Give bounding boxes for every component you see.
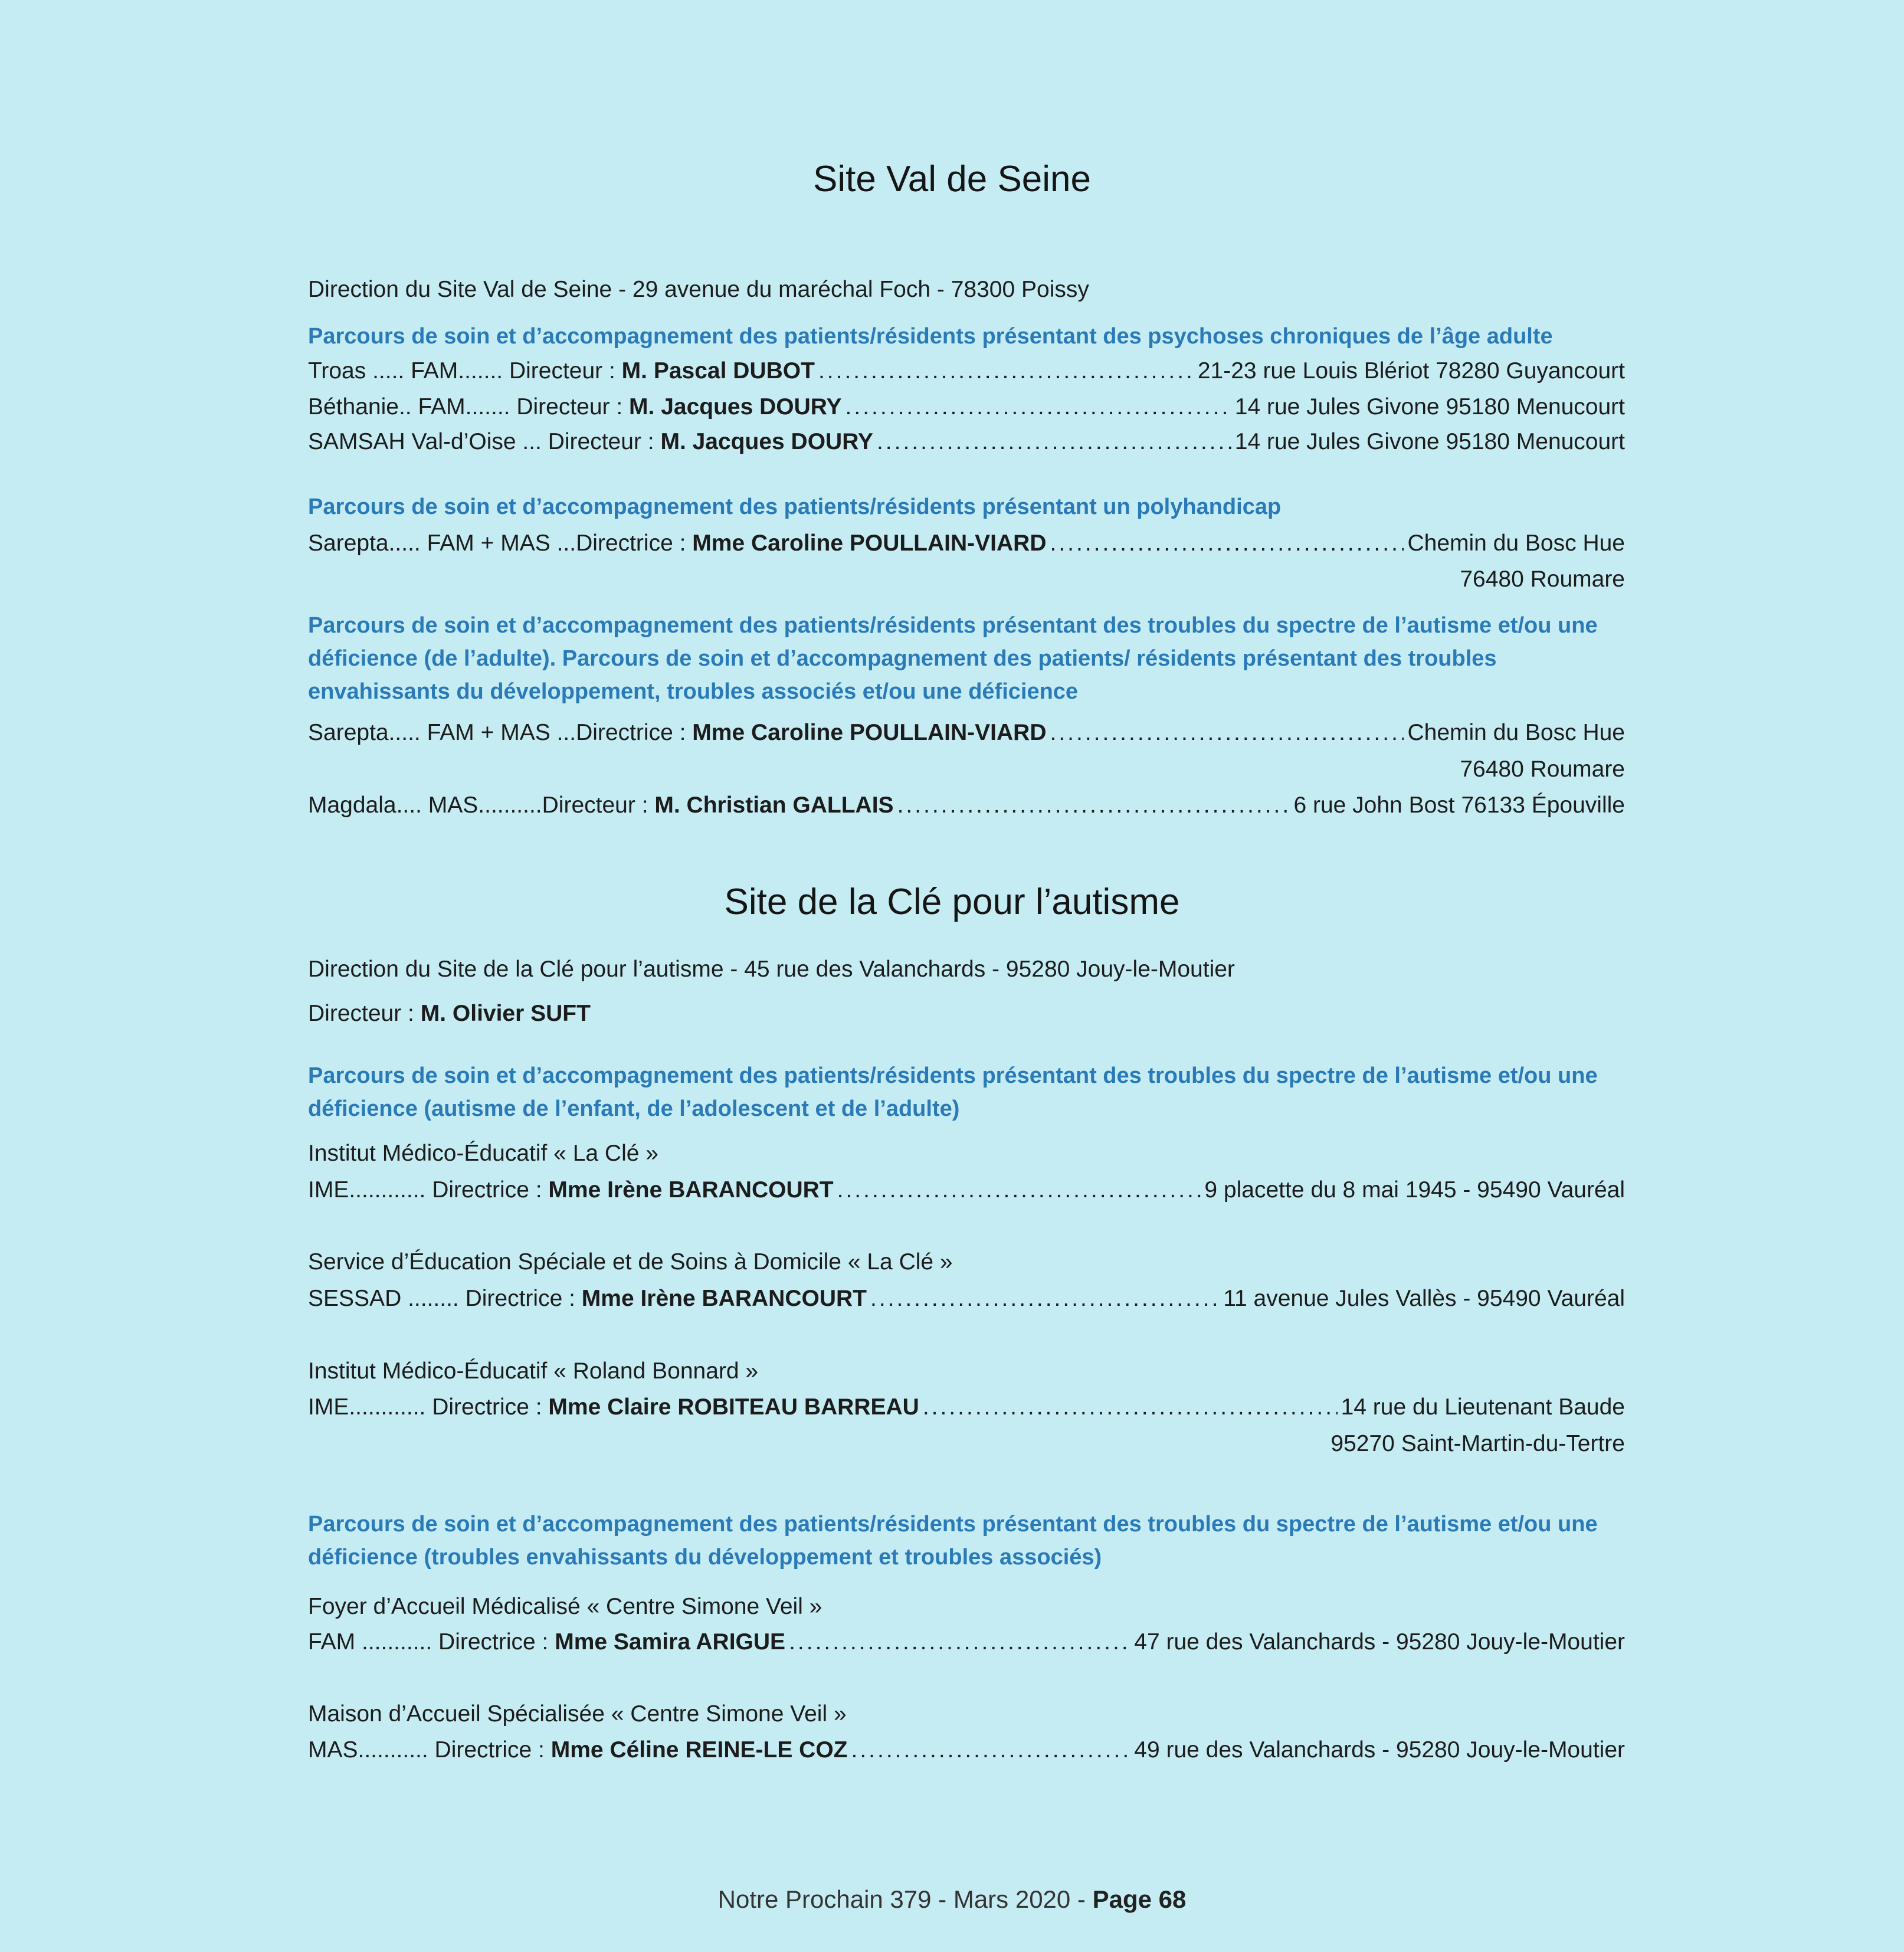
- address-continued: 76480 Roumare: [1460, 756, 1625, 782]
- leader-dots: [818, 354, 1194, 388]
- director-name: Mme Irène BARANCOURT: [548, 1177, 834, 1203]
- entry-row: Troas ..... FAM....... Directeur : M. Pascal DUBOT ..... 21-23 rue Louis Blériot 78280 Guyancourt: [308, 354, 1625, 388]
- leader-dots: [1050, 526, 1404, 561]
- director-name: M. Olivier SUFT: [420, 1001, 591, 1026]
- director-name: Mme Samira ARIGUE: [555, 1629, 786, 1655]
- page-number: Page 68: [1092, 1885, 1187, 1913]
- address: 9 placette du 8 mai 1945 - 95490 Vauréal: [1204, 1177, 1625, 1203]
- entry-row: IME............ Directrice : Mme Claire ROBITEAU BARREAU ..... 14 rue du Lieutenant Baude: [308, 1390, 1625, 1424]
- leader-dots: [877, 425, 1231, 459]
- establishment-title: Maison d’Accueil Spécialisée « Centre Simone Veil »: [308, 1701, 847, 1727]
- address: 14 rue Jules Givone 95180 Menucourt: [1234, 394, 1625, 420]
- entry-row: SESSAD ........ Directrice : Mme Irène BARANCOURT ..... 11 avenue Jules Vallès - 95490 Vauréal: [308, 1282, 1625, 1316]
- section-title: Site de la Clé pour l’autisme: [724, 882, 1180, 922]
- entry-row: Sarepta..... FAM + MAS ...Directrice : Mme Caroline POULLAIN-VIARD ..... Chemin du Bosc Hue: [308, 526, 1625, 561]
- address: 6 rue John Bost 76133 Épouville: [1293, 792, 1625, 818]
- address: Chemin du Bosc Hue: [1407, 720, 1625, 745]
- director-name: Mme Irène BARANCOURT: [581, 1286, 867, 1311]
- address: 11 avenue Jules Vallès - 95490 Vauréal: [1223, 1286, 1625, 1311]
- director-name: M. Jacques DOURY: [660, 429, 873, 454]
- director-name: Mme Céline REINE-LE COZ: [550, 1737, 848, 1763]
- director-name: Mme Claire ROBITEAU BARREAU: [548, 1394, 919, 1420]
- leader-dots: [846, 390, 1231, 424]
- address: Chemin du Bosc Hue: [1407, 530, 1625, 556]
- direction-line: Direction du Site Val de Seine - 29 avenue du maréchal Foch - 78300 Poissy: [308, 277, 1089, 302]
- page-footer: [0, 1885, 1904, 1914]
- group-heading: Parcours de soin et d’accompagnement des patients/résidents présentant des troubles du spectre de l’autisme et/ou une déficience (de l’adulte). Parcours de soin et d’accompagnement des patients/ résidents présentant des troubles envahissants du développement, troubles associés et/ou une déficience: [308, 613, 1598, 704]
- section-title: Site Val de Seine: [812, 159, 1092, 199]
- leader-dots: [837, 1173, 1201, 1207]
- group-heading: Parcours de soin et d’accompagnement des patients/résidents présentant des psychoses chroniques de l’âge adulte: [308, 324, 1553, 349]
- entry-row: Magdala.... MAS..........Directeur : M. Christian GALLAIS ..... 6 rue John Bost 76133 Épouville: [308, 788, 1625, 823]
- address: 21-23 rue Louis Blériot 78280 Guyancourt: [1197, 358, 1625, 384]
- entry-row: IME............ Directrice : Mme Irène BARANCOURT ..... 9 placette du 8 mai 1945 - 95490 Vauréal: [308, 1173, 1625, 1207]
- leader-dots: [897, 788, 1290, 823]
- leader-dots: [851, 1733, 1130, 1767]
- director-name: M. Christian GALLAIS: [654, 792, 894, 818]
- group-heading: Parcours de soin et d’accompagnement des patients/résidents présentant des troubles du spectre de l’autisme et/ou une déficience (troubles envahissants du développement et troubles associés): [308, 1512, 1598, 1570]
- entry-row: SAMSAH Val-d’Oise ... Directeur : M. Jacques DOURY ..... 14 rue Jules Givone 95180 Menucourt: [308, 425, 1625, 459]
- establishment-title: Foyer d’Accueil Médicalisé « Centre Simone Veil »: [308, 1594, 822, 1619]
- director-name: Mme Caroline POULLAIN-VIARD: [692, 530, 1047, 556]
- leader-dots: [1050, 716, 1404, 750]
- entry-row: MAS........... Directrice : Mme Céline REINE-LE COZ ..... 49 rue des Valanchards - 95280 Jouy-le-Moutier: [308, 1733, 1625, 1767]
- address: 47 rue des Valanchards - 95280 Jouy-le-Moutier: [1134, 1629, 1625, 1655]
- group-heading: Parcours de soin et d’accompagnement des patients/résidents présentant des troubles du spectre de l’autisme et/ou une déficience (autisme de l’enfant, de l’adolescent et de l’adulte): [308, 1063, 1598, 1121]
- address-continued: 95270 Saint-Martin-du-Tertre: [1330, 1431, 1625, 1456]
- director-line: Directeur : M. Olivier SUFT: [308, 1001, 591, 1026]
- group-heading: Parcours de soin et d’accompagnement des patients/résidents présentant un polyhandicap: [308, 494, 1282, 519]
- address: 49 rue des Valanchards - 95280 Jouy-le-Moutier: [1134, 1737, 1625, 1763]
- entry-row: FAM ........... Directrice : Mme Samira ARIGUE ..... 47 rue des Valanchards - 95280 Jouy-le-Moutier: [308, 1625, 1625, 1659]
- direction-line: Direction du Site de la Clé pour l’autisme - 45 rue des Valanchards - 95280 Jouy-le-Moutier: [308, 957, 1235, 982]
- establishment-title: Institut Médico-Éducatif « Roland Bonnard »: [308, 1358, 759, 1384]
- address-continued: 76480 Roumare: [1460, 566, 1625, 592]
- address: 14 rue du Lieutenant Baude: [1341, 1394, 1625, 1420]
- leader-dots: [789, 1625, 1130, 1659]
- entry-row: Sarepta..... FAM + MAS ...Directrice : Mme Caroline POULLAIN-VIARD ..... Chemin du Bosc Hue: [308, 716, 1625, 750]
- director-name: Mme Caroline POULLAIN-VIARD: [692, 720, 1047, 745]
- leader-dots: [870, 1282, 1220, 1316]
- director-name: M. Pascal DUBOT: [621, 358, 815, 384]
- establishment-title: Service d’Éducation Spéciale et de Soins à Domicile « La Clé »: [308, 1249, 953, 1275]
- establishment-title: Institut Médico-Éducatif « La Clé »: [308, 1141, 658, 1166]
- footer-text: Notre Prochain 379 - Mars 2020 -: [717, 1885, 1093, 1913]
- director-name: M. Jacques DOURY: [629, 394, 842, 420]
- entry-row: Béthanie.. FAM....... Directeur : M. Jacques DOURY ..... 14 rue Jules Givone 95180 Menucourt: [308, 390, 1625, 424]
- address: 14 rue Jules Givone 95180 Menucourt: [1234, 429, 1625, 454]
- leader-dots: [923, 1390, 1338, 1424]
